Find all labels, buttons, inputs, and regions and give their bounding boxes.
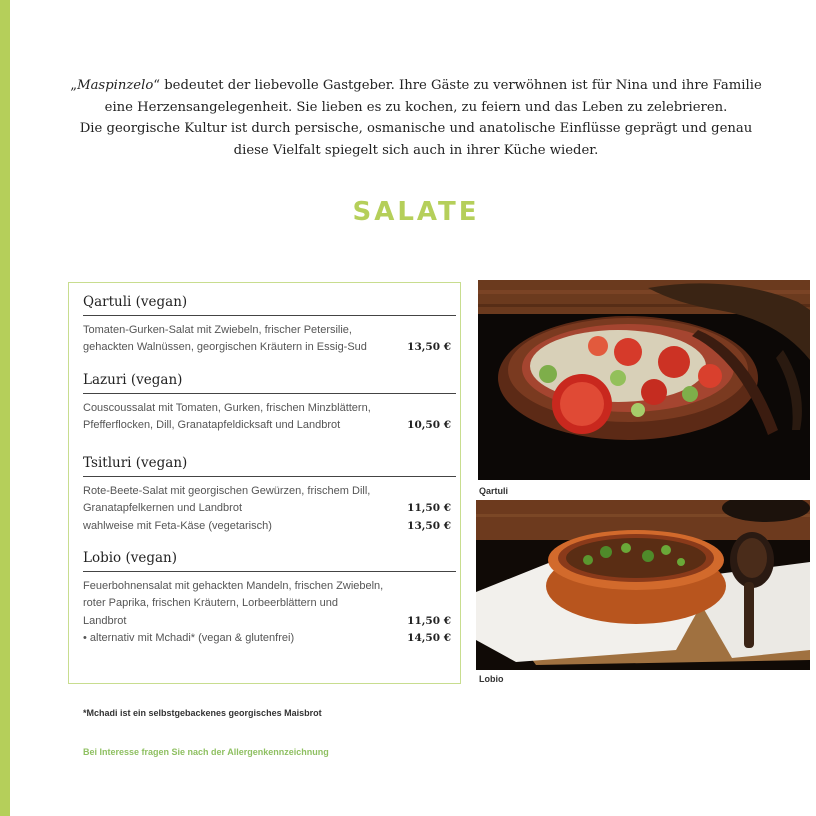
menu-item-name: Tsitluri (vegan) [83,455,456,477]
intro-line-1: bedeutet der liebevolle Gastgeber. Ihre Gäste zu verwöhnen ist für Nina und ihre Familie [160,78,762,93]
menu-item-name: Qartuli (vegan) [83,294,456,316]
description-line: roter Paprika, frischen Kräutern, Lorbeerblättern und [83,597,338,610]
salad-menu-box [68,282,461,684]
item-price: 13,50 € [407,341,451,354]
item-price: 14,50 € [407,632,451,645]
description-line: Tomaten-Gurken-Salat mit Zwiebeln, frischer Petersilie, [83,324,352,336]
intro-line-2: eine Herzensangelegenheit. Sie lieben es zu kochen, zu feiern und das Leben zu zelebrieren. [104,99,728,115]
menu-item-tsitluri [83,455,456,535]
description-line: Couscoussalat mit Tomaten, Gurken, frischen Minzblättern, [83,402,371,414]
description-line: • alternativ mit Mchadi* (vegan & glutenfrei) 14,50 € [83,630,456,647]
lobio-photo [476,500,810,670]
menu-item-description [83,483,456,535]
description-line: gehackten Walnüssen, georgischen Kräutern in Essig-Sud 13,50 € [83,339,456,356]
brand-name: Maspinzelo [77,78,154,93]
intro-line-4: diese Vielfalt spiegelt sich auch in ihrer Küche wieder. [233,142,599,158]
mchadi-footnote: *Mchadi ist ein selbstgebackenes georgisches Maisbrot [83,708,322,718]
description-line: Granatapfelkernen und Landbrot 11,50 € [83,500,456,517]
intro-line-3: Die georgische Kultur ist durch persische, osmanische und anatolische Einflüsse geprägt und genau [79,121,753,136]
menu-item-name: Lobio (vegan) [83,550,456,572]
qartuli-caption: Qartuli [479,486,509,496]
menu-item-description [83,578,456,648]
item-price: 11,50 € [407,502,451,515]
intro-text [60,75,772,161]
menu-item-lobio [83,550,456,648]
description-line: Pfefferflocken, Dill, Granatapfeldicksaft und Landbrot 10,50 € [83,417,456,434]
description-line: wahlweise mit Feta-Käse (vegetarisch) 13,50 € [83,518,456,535]
description-line: Feuerbohnensalat mit gehackten Mandeln, frischen Zwiebeln, [83,580,384,592]
menu-item-qartuli [83,294,456,357]
item-price: 13,50 € [407,519,451,532]
item-price: 11,50 € [407,614,451,627]
left-accent-bar [0,0,10,816]
menu-item-description [83,322,456,357]
menu-item-name: Lazuri (vegan) [83,372,456,394]
section-title: SALATE [352,197,480,227]
lobio-caption: Lobio [479,674,504,684]
description-line: Rote-Beete-Salat mit georgischen Gewürzen, frischem Dill, [83,485,371,497]
item-price: 10,50 € [407,419,451,432]
menu-item-description [83,400,456,435]
quote-close: “ [153,78,161,93]
menu-item-lazuri [83,372,456,435]
description-line: Landbrot 11,50 € [83,613,456,630]
allergen-note: Bei Interesse fragen Sie nach der Allergenkennzeichnung [83,747,329,757]
qartuli-photo [478,280,810,480]
quote-open: „ [70,78,78,93]
